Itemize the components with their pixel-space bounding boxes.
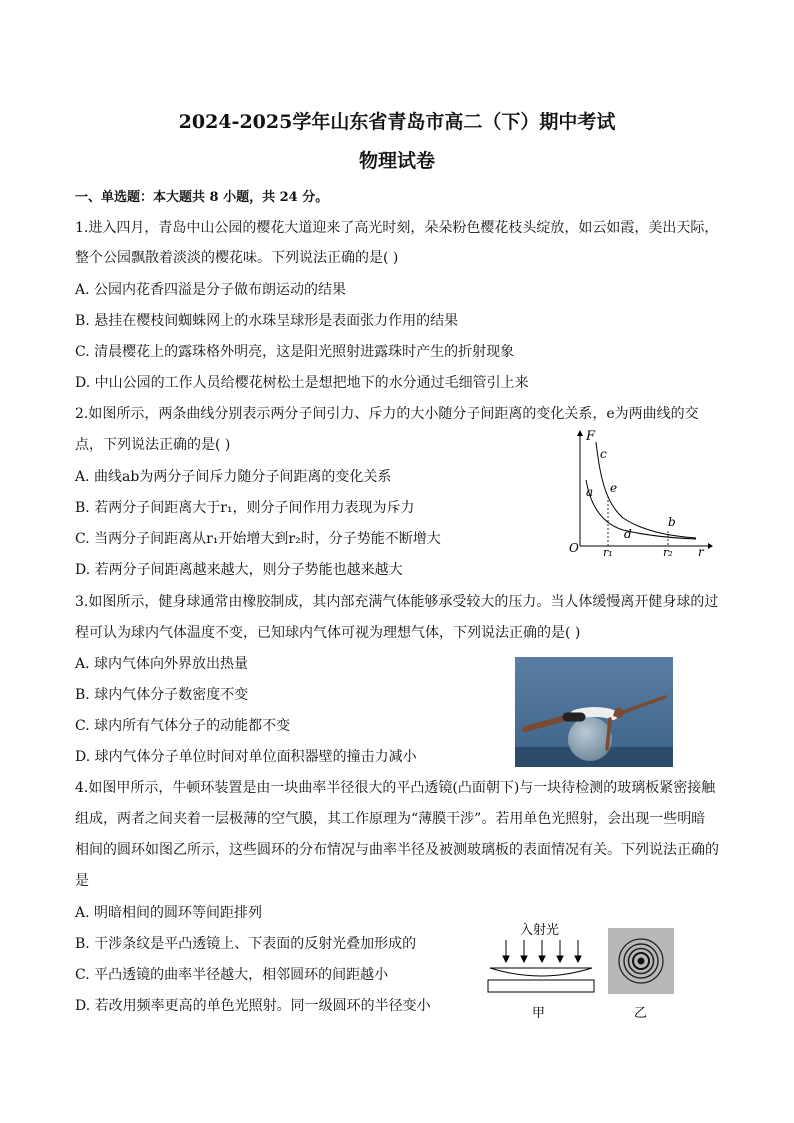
q3-option-b: B. 球内气体分子数密度不变 <box>75 687 249 703</box>
q1-option-d: D. 中山公园的工作人员给樱花树松土是想把地下的水分通过毛细管引上来 <box>75 375 529 391</box>
label-r: r <box>698 545 704 558</box>
q4-line-3: 相间的圆环如图乙所示，这些圆环的分布情况与曲率半径及被测玻璃板的表面情况有关。下列说法正确的 <box>75 842 719 858</box>
q1-line-1: 1.进入四月，青岛中山公园的樱花大道迎来了高光时刻，朵朵粉色樱花枝头绽放，如云如霞，美出天际， <box>75 220 719 236</box>
q3-line-1: 3.如图所示，健身球通常由橡胶制成，其内部充满气体能够承受较大的压力。当人体缓慢离开健身球的过 <box>75 594 719 610</box>
newton-ring-setup-figure <box>484 918 596 1022</box>
q3-line-2: 程可认为球内气体温度不变，已知球内气体可视为理想气体，下列说法正确的是( ) <box>75 625 581 641</box>
label-e: e <box>610 481 618 495</box>
label-b: b <box>668 515 676 529</box>
q2-option-b: B. 若两分子间距离大于r₁，则分子间作用力表现为斥力 <box>75 500 415 516</box>
q3-option-a: A. 球内气体向外界放出热量 <box>75 656 249 672</box>
q4-option-a: A. 明暗相间的圆环等间距排列 <box>75 905 263 921</box>
label-yi: 乙 <box>634 1006 648 1021</box>
label-c: c <box>600 447 607 461</box>
q2-option-c: C. 当两分子间距离从r₁开始增大到r₂时，分子势能不断增大 <box>75 531 441 547</box>
section-heading: 一、单选题：本大题共 8 小题，共 24 分。 <box>75 190 329 205</box>
q4-line-4: 是 <box>75 873 89 889</box>
q2-option-d: D. 若两分子间距离越来越大，则分子势能也越来越大 <box>75 562 403 578</box>
q2-line-2: 点，下列说法正确的是( ) <box>75 437 231 453</box>
q4-option-d: D. 若改用频率更高的单色光照射。同一级圆环的半径变小 <box>75 998 431 1014</box>
q4-option-c: C. 平凸透镜的曲率半径越大，相邻圆环的间距越小 <box>75 967 389 983</box>
light-arrows <box>503 940 581 962</box>
q2-option-a: A. 曲线ab为两分子间斥力随分子间距离的变化关系 <box>75 469 392 485</box>
q4-line-2: 组成，两者之间夹着一层极薄的空气膜，其工作原理为“薄膜干涉”。若用单色光照射，会出现一些明暗 <box>75 811 706 827</box>
q2-line-1: 2.如图所示，两条曲线分别表示两分子间引力、斥力的大小随分子间距离的变化关系，e为两曲线的交 <box>75 406 699 422</box>
q1-option-c: C. 清晨樱花上的露珠格外明亮，这是阳光照射进露珠时产生的折射现象 <box>75 344 515 360</box>
label-d: d <box>624 527 632 541</box>
label-r2: r₂ <box>663 546 673 558</box>
force-curve-figure <box>568 428 713 558</box>
q1-option-b: B. 悬挂在樱枝间蜘蛛网上的水珠呈球形是表面张力作用的结果 <box>75 313 459 329</box>
label-o: O <box>569 541 579 555</box>
center-dark-spot <box>638 958 645 965</box>
label-jia: 甲 <box>532 1006 546 1021</box>
fitness-ball-photo <box>515 657 673 767</box>
f-axis-arrow <box>577 430 583 436</box>
q1-line-2: 整个公园飘散着淡淡的樱花味。下列说法正确的是( ) <box>75 250 399 266</box>
ball-shape <box>568 717 612 761</box>
label-f: F <box>586 429 596 444</box>
exam-title: 2024-2025学年山东省青岛市高二（下）期中考试 <box>178 111 616 133</box>
plano-convex-lens <box>490 968 592 976</box>
q3-option-c: C. 球内所有气体分子的动能都不变 <box>75 718 291 734</box>
incident-light-label: 入射光 <box>520 923 560 938</box>
glass-plate <box>488 980 594 992</box>
q3-option-d: D. 球内气体分子单位时间对单位面积器壁的撞击力减小 <box>75 749 417 765</box>
r-axis-arrow <box>708 543 713 549</box>
label-r1: r₁ <box>603 546 613 558</box>
newton-rings-pattern-figure <box>608 928 676 1022</box>
label-a: a <box>586 485 594 499</box>
exam-subtitle: 物理试卷 <box>358 150 435 172</box>
q4-line-1: 4.如图甲所示，牛顿环装置是由一块曲率半径很大的平凸透镜(凸面朝下)与一块待检测的玻璃板紧密接触 <box>75 780 716 796</box>
curve-ab <box>586 480 696 539</box>
q1-option-a: A. 公园内花香四溢是分子做布朗运动的结果 <box>75 282 347 298</box>
q4-option-b: B. 干涉条纹是平凸透镜上、下表面的反射光叠加形成的 <box>75 936 417 952</box>
